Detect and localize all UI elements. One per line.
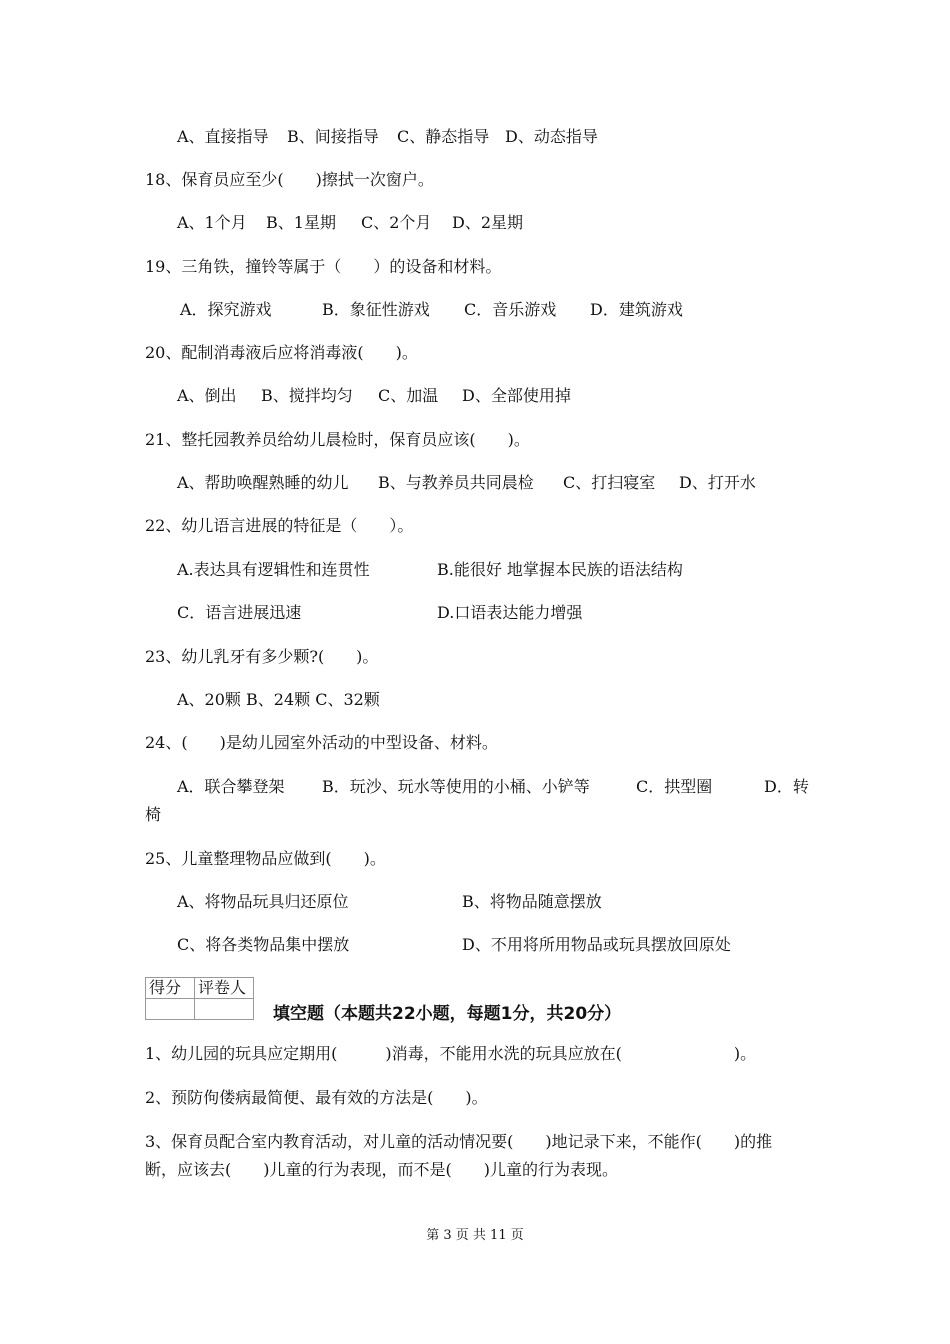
- fill-q3-line1: 3、保育员配合室内教育活动，对儿童的活动情况要( )地记录下来，不能作( )的推: [145, 1132, 773, 1151]
- q22-option-d: D.口语表达能力增强: [437, 603, 583, 622]
- q21-option-b: B、与教养员共同晨检: [378, 473, 534, 492]
- q23-stem: 23、幼儿乳牙有多少颗?( )。: [145, 647, 379, 666]
- q21-stem: 21、整托园教养员给幼儿晨检时，保育员应该( )。: [145, 430, 530, 449]
- q18-option-d: D、2星期: [452, 213, 524, 232]
- q17-option-a: A、直接指导: [177, 127, 269, 146]
- q22-option-a: A.表达具有逻辑性和连贯性: [177, 560, 370, 579]
- q24-option-c: C．拱型圈: [636, 777, 713, 796]
- q19-stem: 19、三角铁，撞铃等属于（ ）的设备和材料。: [145, 257, 502, 276]
- score-header: 得分: [146, 978, 195, 999]
- q25-option-c: C、将各类物品集中摆放: [177, 935, 350, 954]
- q24-option-d-wrap: 椅: [145, 805, 162, 824]
- q20-stem: 20、配制消毒液后应将消毒液( )。: [145, 343, 418, 362]
- q25-option-b: B、将物品随意摆放: [462, 892, 602, 911]
- q22-stem: 22、幼儿语言进展的特征是（ ）。: [145, 516, 414, 535]
- fill-q2: 2、预防佝偻病最简便、最有效的方法是( )。: [145, 1088, 488, 1107]
- q19-option-b: B．象征性游戏: [322, 300, 430, 319]
- q24-stem: 24、( )是幼儿园室外活动的中型设备、材料。: [145, 733, 498, 752]
- q18-option-c: C、2个月: [361, 213, 432, 232]
- q20-option-c: C、加温: [378, 386, 439, 405]
- q17-option-b: B、间接指导: [287, 127, 379, 146]
- q19-option-d: D．建筑游戏: [590, 300, 683, 319]
- q21-option-c: C、打扫寝室: [563, 473, 656, 492]
- q18-option-a: A、1个月: [177, 213, 247, 232]
- q18-option-b: B、1星期: [266, 213, 336, 232]
- q25-option-d: D、不用将所用物品或玩具摆放回原处: [462, 935, 731, 954]
- score-table: [145, 977, 254, 1020]
- grader-header: 评卷人: [195, 978, 254, 999]
- q24-option-a: A．联合攀登架: [177, 777, 285, 796]
- q18-stem: 18、保育员应至少( )擦拭一次窗户。: [145, 170, 434, 189]
- q20-option-d: D、全部使用掉: [462, 386, 571, 405]
- q25-stem: 25、儿童整理物品应做到( )。: [145, 849, 386, 868]
- score-cell: [146, 999, 195, 1020]
- q21-option-d: D、打开水: [679, 473, 756, 492]
- fill-q1: 1、幼儿园的玩具应定期用( )消毒，不能用水洗的玩具应放在( )。: [145, 1044, 757, 1063]
- q24-option-b: B．玩沙、玩水等使用的小桶、小铲等: [322, 777, 590, 796]
- q22-option-b: B.能很好 地掌握本民族的语法结构: [437, 560, 683, 579]
- q17-option-c: C、静态指导: [397, 127, 490, 146]
- q25-option-a: A、将物品玩具归还原位: [177, 892, 349, 911]
- q24-option-d: D．转: [764, 777, 809, 796]
- q19-option-a: A．探究游戏: [180, 300, 272, 319]
- q17-option-d: D、动态指导: [505, 127, 598, 146]
- q21-option-a: A、帮助唤醒熟睡的幼儿: [177, 473, 349, 492]
- q19-option-c: C．音乐游戏: [464, 300, 557, 319]
- q23-options: A、20颗 B、24颗 C、32颗: [177, 690, 380, 709]
- q20-option-a: A、倒出: [177, 386, 237, 405]
- q20-option-b: B、搅拌均匀: [261, 386, 353, 405]
- grader-cell: [195, 999, 254, 1020]
- q22-option-c: C．语言进展迅速: [177, 603, 302, 622]
- page-footer: 第 3 页 共 11 页: [426, 1228, 524, 1243]
- fill-q3-line2: 断，应该去( )儿童的行为表现，而不是( )儿童的行为表现。: [145, 1160, 618, 1179]
- section-title: 填空题（本题共22小题，每题1分，共20分）: [273, 1004, 622, 1024]
